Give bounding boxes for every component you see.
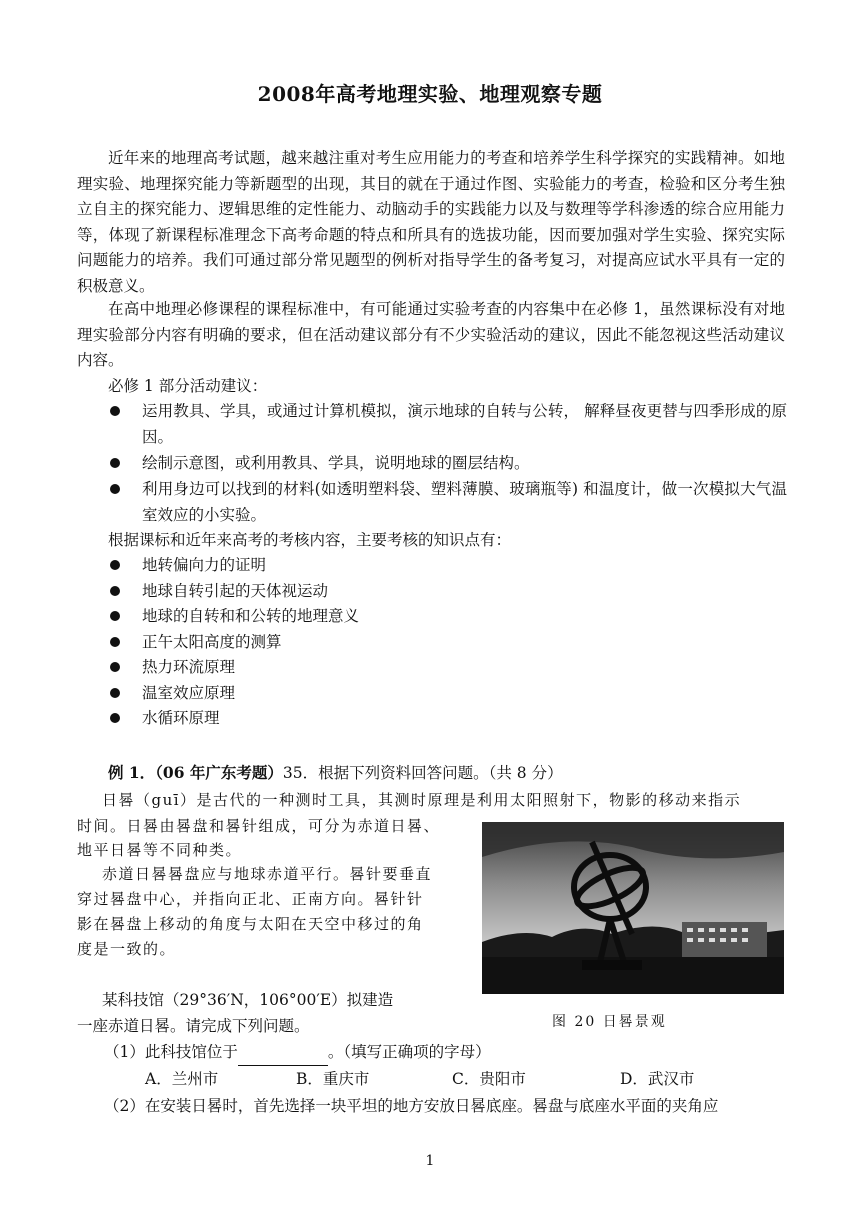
museum-line: 某科技馆（29°36′N，106°00′E）拟建造 <box>102 991 394 1009</box>
bullet-icon <box>110 713 120 723</box>
material-line: 赤道日晷晷盘应与地球赤道平行。晷针要垂直 <box>102 865 433 883</box>
material-line: 度是一致的。 <box>77 940 177 958</box>
bullet-icon <box>110 637 120 647</box>
option-b: B．重庆市 <box>296 1070 370 1088</box>
bullet-icon <box>110 611 120 621</box>
knowledge-item: 热力环流原理 <box>142 658 236 676</box>
example-question-head: 35．根据下列资料回答问题。（共 8 分） <box>282 764 563 782</box>
material-line: 影在晷盘上移动的角度与太阳在天空中移过的角 <box>77 915 424 933</box>
option-c: C．贵阳市 <box>452 1070 526 1088</box>
option-a: A．兰州市 <box>145 1070 219 1088</box>
question-1-prefix: （1）此科技馆位于 <box>104 1043 238 1061</box>
material-line: 日晷（guī）是古代的一种测时工具，其测时原理是利用太阳照射下，物影的移动来指示 <box>102 791 742 809</box>
bullet-icon <box>110 586 120 596</box>
bullet-icon <box>110 484 120 494</box>
knowledge-item: 地球自转引起的天体视运动 <box>142 582 329 600</box>
knowledge-item: 地转偏向力的证明 <box>142 556 267 574</box>
question-1-suffix: 。（填写正确项的字母） <box>327 1043 491 1061</box>
material-line: 地平日晷等不同种类。 <box>77 841 243 859</box>
knowledge-heading: 根据课标和近年来高考的考核内容，主要考核的知识点有： <box>108 531 512 549</box>
material-line: 时间。日晷由晷盘和晷针组成，可分为赤道日晷、 <box>77 817 441 835</box>
bullet-icon <box>110 662 120 672</box>
knowledge-item: 地球的自转和和公转的地理意义 <box>142 607 360 625</box>
activity-item: 利用身边可以找到的材料(如透明塑料袋、塑料薄膜、玻璃瓶等) 和温度计，做一次模拟大气温室效应的小实验。 <box>142 480 787 524</box>
knowledge-item: 正午太阳高度的测算 <box>142 633 282 651</box>
activity-item: 运用教具、学具，或通过计算机模拟，演示地球的自转与公转， 解释昼夜更替与四季形成的原因。 <box>142 402 787 446</box>
question-2: （2）在安装日晷时，首先选择一块平坦的地方安放日晷底座。晷盘与底座水平面的夹角应 <box>104 1097 719 1115</box>
page-title: 2008年高考地理实验、地理观察专题 <box>257 82 603 106</box>
material-line: 穿过晷盘中心，并指向正北、正南方向。晷针针 <box>77 890 424 908</box>
example-header <box>108 760 563 787</box>
question-1 <box>104 1040 491 1066</box>
page-number: 1 <box>425 1153 435 1169</box>
bullet-icon <box>110 458 120 468</box>
figure-caption: 图 20 日晷景观 <box>552 1014 667 1030</box>
intro-paragraph-2: 在高中地理必修课程的课程标准中，有可能通过实验考查的内容集中在必修 1，虽然课标没有对地理实验部分内容有明确的要求，但在活动建议部分有不少实验活动的建议，因此不能忽视这些活动建议内容。 <box>77 300 785 369</box>
example-label: 例 1．（06 年广东考题） <box>108 763 283 782</box>
sundial-photo <box>482 822 784 994</box>
bullet-icon <box>110 560 120 570</box>
intro-paragraph-1: 近年来的地理高考试题，越来越注重对考生应用能力的考查和培养学生科学探究的实践精神。如地理实验、地理探究能力等新题型的出现，其目的就在于通过作图、实验能力的考查，检验和区分考生独立自主的探究能力、逻辑思维的定性能力、动脑动手的实践能力以及与数理等学科渗透的综合应用能力等，体现了新课程标准理念下高考命题的特点和所具有的选拔功能，因而要加强对学生实验、探究实际问题能力的培养。我们可通过部分常见题型的例析对指导学生的备考复习，对提高应试水平具有一定的积极意义。 <box>77 149 785 295</box>
knowledge-item: 温室效应原理 <box>142 684 236 702</box>
museum-line: 一座赤道日晷。请完成下列问题。 <box>77 1017 310 1035</box>
bullet-icon <box>110 688 120 698</box>
knowledge-item: 水循环原理 <box>142 709 220 727</box>
option-d: D．武汉市 <box>620 1070 695 1088</box>
bullet-icon <box>110 406 120 416</box>
activities-heading: 必修 1 部分活动建议： <box>108 377 268 395</box>
activity-item: 绘制示意图，或利用教具、学具，说明地球的圈层结构。 <box>142 454 530 472</box>
answer-blank[interactable] <box>238 1048 328 1066</box>
